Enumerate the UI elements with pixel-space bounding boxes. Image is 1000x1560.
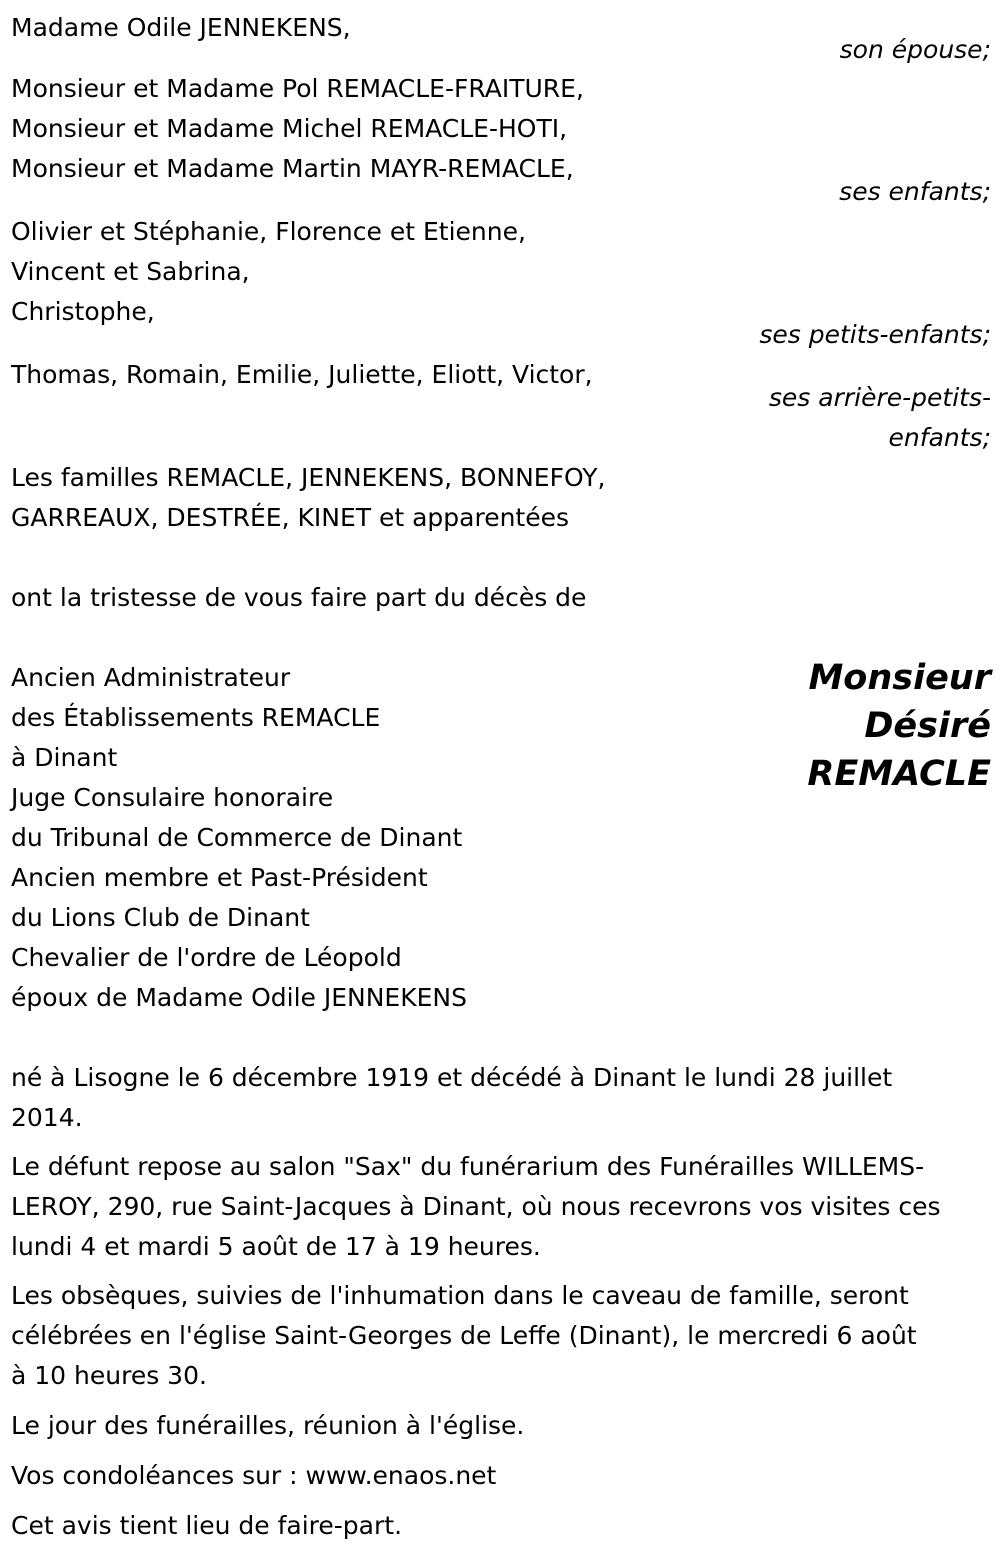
title-line: Ancien Administrateur bbox=[11, 663, 291, 692]
grandchild-line: Christophe, bbox=[11, 297, 155, 326]
funeral-line: célébrées en l'église Saint-Georges de Leffe (Dinant), le mercredi 6 août bbox=[11, 1321, 917, 1350]
child-line: Monsieur et Madame Pol REMACLE-FRAITURE, bbox=[11, 74, 584, 103]
title-line: du Lions Club de Dinant bbox=[11, 903, 310, 932]
title-line: Chevalier de l'ordre de Léopold bbox=[11, 943, 402, 972]
title-line: époux de Madame Odile JENNEKENS bbox=[11, 983, 467, 1012]
notice-note: Cet avis tient lieu de faire-part. bbox=[11, 1511, 403, 1540]
great-grandchild-line: Thomas, Romain, Emilie, Juliette, Eliott, Victor, bbox=[11, 360, 593, 389]
title-line: des Établissements REMACLE bbox=[11, 703, 381, 732]
grandchildren-role: ses petits-enfants; bbox=[759, 320, 991, 349]
child-line: Monsieur et Madame Michel REMACLE-HOTI, bbox=[11, 114, 568, 143]
great-grandchildren-role: enfants; bbox=[888, 423, 991, 452]
condolences-note: Vos condoléances sur : www.enaos.net bbox=[11, 1461, 497, 1490]
deceased-name-line: REMACLE bbox=[807, 754, 991, 794]
spouse-name: Madame Odile JENNEKENS, bbox=[11, 13, 351, 42]
announcement: ont la tristesse de vous faire part du décès de bbox=[11, 583, 587, 612]
title-line: Juge Consulaire honoraire bbox=[11, 783, 334, 812]
repose-line: lundi 4 et mardi 5 août de 17 à 19 heures. bbox=[11, 1232, 541, 1261]
grandchild-line: Olivier et Stéphanie, Florence et Etienne, bbox=[11, 217, 526, 246]
title-line: à Dinant bbox=[11, 743, 118, 772]
child-line: Monsieur et Madame Martin MAYR-REMACLE, bbox=[11, 154, 574, 183]
title-line: Ancien membre et Past-Président bbox=[11, 863, 428, 892]
families-line: Les familles REMACLE, JENNEKENS, BONNEFOY, bbox=[11, 463, 606, 492]
deceased-name-line: Monsieur bbox=[808, 658, 991, 698]
repose-line: LEROY, 290, rue Saint-Jacques à Dinant, où nous recevrons vos visites ces bbox=[11, 1192, 941, 1221]
spouse-role: son épouse; bbox=[839, 35, 991, 64]
funeral-line: à 10 heures 30. bbox=[11, 1361, 207, 1390]
deceased-name-line: Désiré bbox=[864, 706, 991, 746]
great-grandchildren-role: ses arrière-petits- bbox=[768, 383, 991, 412]
families-line: GARREAUX, DESTRÉE, KINET et apparentées bbox=[11, 503, 570, 532]
funeral-line: Les obsèques, suivies de l'inhumation dans le caveau de famille, seront bbox=[11, 1281, 909, 1310]
repose-line: Le défunt repose au salon "Sax" du funérarium des Funérailles WILLEMS- bbox=[11, 1152, 925, 1181]
grandchild-line: Vincent et Sabrina, bbox=[11, 257, 250, 286]
title-line: du Tribunal de Commerce de Dinant bbox=[11, 823, 463, 852]
birth-death-line: 2014. bbox=[11, 1103, 83, 1132]
children-role: ses enfants; bbox=[839, 177, 991, 206]
meeting-note: Le jour des funérailles, réunion à l'église. bbox=[11, 1411, 525, 1440]
birth-death-line: né à Lisogne le 6 décembre 1919 et décédé à Dinant le lundi 28 juillet bbox=[11, 1063, 893, 1092]
